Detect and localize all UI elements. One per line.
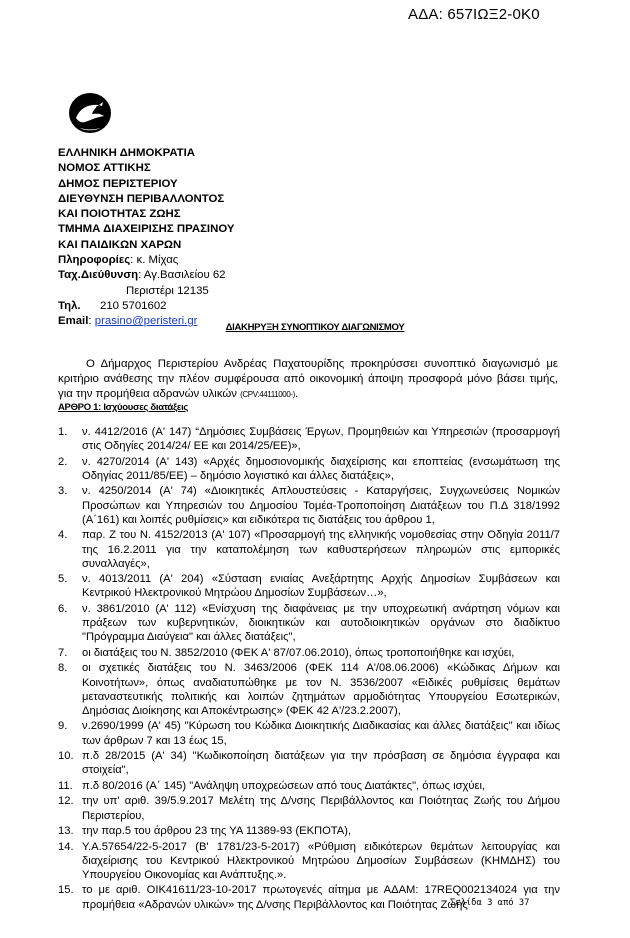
- provision-item: [58, 484, 560, 527]
- info-value: : κ. Μίχας: [130, 254, 179, 267]
- header-line: ΚΑΙ ΠΟΙΟΤΗΤΑΣ ΖΩΗΣ: [58, 208, 181, 221]
- article-heading: ΑΡΘΡΟ 1: Ισχύουσες διατάξεις: [58, 402, 189, 413]
- phone-label: Τηλ.: [58, 299, 81, 312]
- provision-text: την παρ.5 του άρθρου 23 της ΥΑ 11389-93 (ΕΚΠΟΤΑ),: [82, 825, 352, 838]
- header-line: ΕΛΛΗΝΙΚΗ ΔΗΜΟΚΡΑΤΙΑ: [58, 147, 195, 159]
- provision-item: [58, 749, 560, 777]
- address-value: : Αγ.Βασιλείου 62: [138, 269, 226, 282]
- provision-text: ν.2690/1999 (Α' 45) "Κύρωση του Κώδικα Διοικητικής Διαδικασίας και άλλες διατάξεις" και ιδίως των άρθρων 7 και 13 έως 15,: [82, 720, 560, 747]
- provisions-list: [58, 425, 560, 913]
- header-line: ΚΑΙ ΠΑΙΔΙΚΩΝ ΧΑΡΩΝ: [58, 238, 182, 251]
- phone-value: 210 5701602: [100, 299, 167, 312]
- provision-number: 3.: [58, 485, 68, 498]
- header-line: ΝΟΜΟΣ ΑΤΤΙΚΗΣ: [58, 162, 151, 175]
- provision-number: 9.: [58, 720, 68, 733]
- provision-text: π.δ 28/2015 (Α' 34) "Κωδικοποίηση διατάξεων για την πρόσβαση σε δημόσια έγγραφα και στοιχεία",: [82, 750, 560, 777]
- phone-row: [58, 299, 234, 314]
- provision-item: [58, 794, 560, 822]
- greek-republic-emblem-logo: [66, 92, 114, 136]
- provision-text: Υ.Α.57654/22-5-2017 (Β' 1781/23-5-2017) «Ρύθμιση ειδικότερων θεμάτων λειτουργίας και διαχείρισης του Κεντρικού Ηλεκτρονικού Μητρώου Δημοσίων Συμβάσεων (ΚΗΜΔΗΣ) του Υπουργείου Οικονομίας και Ανάπτυξης.».: [82, 840, 560, 881]
- provision-item: [58, 719, 560, 747]
- provision-item: [58, 646, 560, 660]
- header-line: ΔΗΜΟΣ ΠΕΡΙΣΤΕΡΙΟΥ: [58, 177, 178, 190]
- provision-number: 11.: [58, 779, 73, 792]
- provision-text: οι σχετικές διατάξεις του Ν. 3463/2006 (ΦΕΚ 114 Α'/08.06.2006) «Κώδικας Δήμων και Κοινοτήτων», όπως αναδιατυπώθηκε με τον Ν. 3536/2007 «Ειδικές ρυθμίσεις θεμάτων μεταναστευτικής πολιτικής και λοιπών ζητημάτων αρμοδιότητας Υπουργείου Εσωτερικών, Δημόσιας Διοίκησης και Αποκέντρωσης» (ΦΕΚ 42 Α'/23.2.2007),: [82, 662, 560, 717]
- provision-item: [58, 661, 560, 718]
- provision-number: 6.: [58, 602, 68, 615]
- address-row: [58, 268, 234, 283]
- provision-text: ν. 4270/2014 (Α' 143) «Αρχές δημοσιονομικής διαχείρισης και εποπτείας (ενσωμάτωση της Οδηγίας 2011/85/ΕΕ) – δημόσιο λογιστικό και άλλες διατάξεις»,: [82, 455, 560, 482]
- provision-text: ν. 4250/2014 (Α' 74) «Διοικητικές Απλουστεύσεις - Καταργήσεις, Συγχωνεύσεις Νομικών Προσώπων και Υπηρεσιών του Δημοσίου Τομέα-Τροποποίηση Διατάξεων του Π.Δ 318/1992 (Α΄161) και λοιπές ρυθμίσεις» και ειδικότερα τις διατάξεις του άρθρου 1,: [82, 485, 560, 526]
- provision-text: το με αριθ. ΟΙΚ41611/23-10-2017 πρωτογενές αίτημα με ΑΔΑΜ: 17REQ002134024 για την προμήθεια «Αδρανών υλικών» της Δ/νσης Περιβάλλοντος και Ποιότητας Ζωής: [82, 884, 560, 911]
- provision-number: 13.: [58, 825, 74, 838]
- provision-item: [58, 425, 560, 453]
- provision-number: 7.: [58, 646, 68, 659]
- provision-number: 10.: [58, 750, 74, 763]
- provision-number: 1.: [58, 426, 68, 438]
- provision-item: [58, 602, 560, 645]
- provision-text: παρ. Ζ του Ν. 4152/2013 (Α' 107) «Προσαρμογή της ελληνικής νομοθεσίας στην Οδηγία 2011/7 της 16.2.2011 για την καταπολέμηση των καθυστερήσεων πληρωμών στις εμπορικές συναλλαγές»,: [82, 529, 560, 570]
- provision-text: οι διατάξεις του Ν. 3852/2010 (ΦΕΚ Α' 87/07.06.2010), όπως τροποποιήθηκε και ισχύει,: [82, 646, 515, 659]
- address-label: Ταχ.Διεύθυνση: [58, 269, 139, 282]
- cpv-code: (CPV:44111000-): [240, 390, 295, 400]
- header-line: ΤΜΗΜΑ ΔΙΑΧΕΙΡΙΣΗΣ ΠΡΑΣΙΝΟΥ: [58, 223, 235, 236]
- provision-item: [58, 528, 560, 571]
- provision-text: π.δ 80/2016 (Α΄ 145) "Ανάληψη υποχρεώσεων από τους Διατάκτες", όπως ισχύει,: [82, 779, 486, 792]
- provision-item: [58, 840, 560, 883]
- email-separator: :: [88, 315, 95, 328]
- provision-text: την υπ' αριθ. 39/5.9.2017 Μελέτη της Δ/νσης Περιβάλλοντος και Ποιότητας Ζωής του Δήμου Περιστερίου,: [82, 795, 560, 822]
- provision-item: [58, 455, 560, 483]
- intro-paragraph: [58, 357, 558, 402]
- provision-number: 2.: [58, 455, 68, 468]
- provision-number: 15.: [58, 884, 74, 897]
- document-title: ΔΙΑΚΗΡΥΞΗ ΣΥΝΟΠΤΙΚΟΥ ΔΙΑΓΩΝΙΣΜΟΥ: [225, 322, 405, 333]
- ada-code: ΑΔΑ: 657ΙΩΞ2-0Κ0: [408, 6, 540, 23]
- info-row: [58, 253, 234, 268]
- intro-text: Ο Δήμαρχος Περιστερίου Ανδρέας Παχατουρίδης προκηρύσσει συνοπτικό διαγωνισμό με κριτήριο ανάθεσης την πλέον συμφέρουσα από οικονομική άποψη προσφορά μόνο βάσει τιμής, για την προμήθεια αδρανών υλικών: [58, 358, 558, 401]
- provision-item: [58, 572, 560, 600]
- issuer-header: [58, 146, 234, 330]
- provision-text: ν. 4013/2011 (Α' 204) «Σύσταση ενιαίας Ανεξάρτητης Αρχής Δημοσίων Συμβάσεων και Κεντρικού Ηλεκτρονικού Μητρώου Δημοσίων Συμβάσεων…»,: [82, 573, 560, 600]
- info-label: Πληροφορίες: [58, 254, 131, 267]
- city-line: Περιστέρι 12135: [126, 284, 209, 297]
- provision-text: ν. 4412/2016 (Α' 147) “Δημόσιες Συμβάσεις Έργων, Προμηθειών και Υπηρεσιών (προσαρμογή στις Οδηγίες 2014/24/ ΕΕ και 2014/25/ΕΕ)»,: [82, 426, 560, 453]
- email-label: Email: [58, 315, 89, 328]
- provision-number: 12.: [58, 795, 74, 808]
- provision-number: 4.: [58, 529, 68, 542]
- header-line: ΔΙΕΥΘΥΝΣΗ ΠΕΡΙΒΑΛΛΟΝΤΟΣ: [58, 192, 225, 205]
- provision-item: [58, 779, 560, 793]
- provision-item: [58, 824, 560, 838]
- provision-text: ν. 3861/2010 (Α' 112) «Ενίσχυση της διαφάνειας με την υποχρεωτική ανάρτηση νόμων και πράξεων των κυβερνητικών, διοικητικών και αυτοδιοικητικών οργάνων στο διαδίκτυο "Πρόγραμμα Διαύγεια" και άλλες διατάξεις",: [82, 602, 560, 644]
- provision-number: 5.: [58, 573, 68, 586]
- page-footer: Σελίδα 3 από 37: [450, 898, 530, 908]
- provision-number: 8.: [58, 662, 68, 675]
- intro-end: .: [294, 388, 299, 401]
- provision-number: 14.: [58, 840, 74, 853]
- email-link[interactable]: prasino@peristeri.gr: [94, 315, 198, 328]
